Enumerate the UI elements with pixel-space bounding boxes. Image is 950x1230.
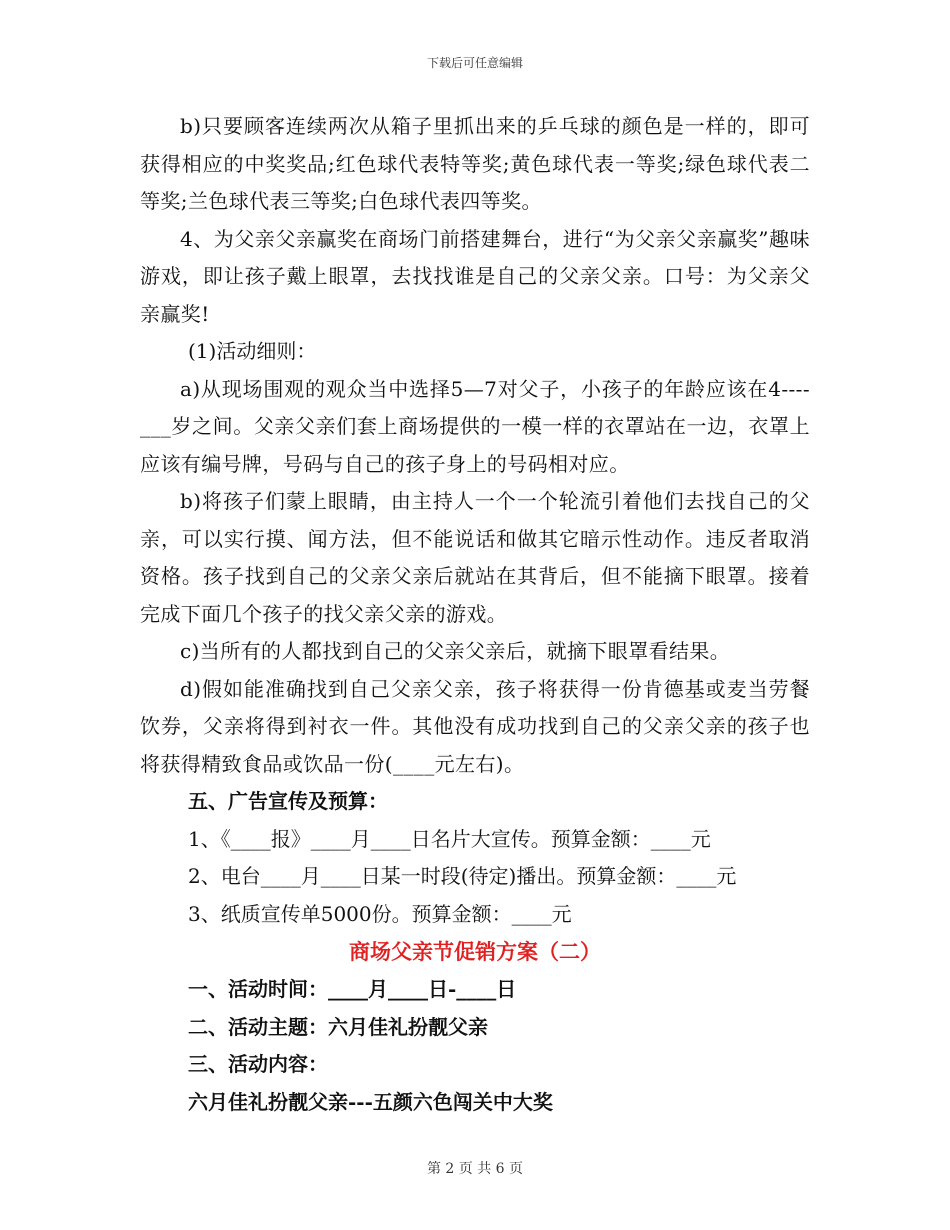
paragraph-prize-rules: b)只要顾客连续两次从箱子里抓出来的乒乓球的颜色是一样的，即可获得相应的中奖奖品;红色球代表特等奖;黄色球代表一等奖;绿色球代表二等奖;兰色球代表三等奖;白色球代表四等奖。 <box>140 114 810 213</box>
budget-item-radio: 2、电台____月____日某一时段(待定)播出。预算金额：____元 <box>188 864 737 888</box>
paragraph-rule-c: c)当所有的人都找到自己的父亲父亲后，就摘下眼罩看结果。 <box>180 639 731 663</box>
page-footer: 第 2 页 共 6 页 <box>426 1161 524 1177</box>
content-title: 六月佳礼扮靓父亲---五颜六色闯关中大奖 <box>188 1089 553 1114</box>
section-heading-advertising: 五、广告宣传及预算： <box>188 789 388 813</box>
document-body <box>140 108 810 1121</box>
budget-item-flyers: 3、纸质宣传单5000份。预算金额：____元 <box>188 901 572 926</box>
section-heading-time: 一、活动时间：____月____日-____日 <box>188 977 517 1001</box>
page-header: 下载后可任意编辑 <box>426 56 523 70</box>
paragraph-game-intro: 4、为父亲父亲赢奖在商场门前搭建舞台，进行“为父亲父亲赢奖”趣味游戏，即让孩子戴上眼罩，去找找谁是自己的父亲父亲。口号：为父亲父亲赢奖! <box>140 226 810 326</box>
plan-title: 商场父亲节促销方案（二） <box>349 940 601 964</box>
section-heading-theme: 二、活动主题：六月佳礼扮靓父亲 <box>188 1014 488 1039</box>
section-heading-content: 三、活动内容： <box>188 1052 328 1076</box>
subheading-activity-rules: (1)活动细则： <box>188 339 317 363</box>
budget-item-newspaper: 1、《____报》____月____日名片大宣传。预算金额：____元 <box>188 826 711 851</box>
paragraph-rule-d: d)假如能准确找到自己父亲父亲，孩子将获得一份肯德基或麦当劳餐饮券，父亲将得到衬衣一件。其他没有成功找到自己的父亲父亲的孩子也将获得精致食品或饮品一份(____元左右)。 <box>140 676 810 776</box>
paragraph-rule-b: b)将孩子们蒙上眼睛，由主持人一个一个轮流引着他们去找自己的父亲，可以实行摸、闻方法，但不能说话和做其它暗示性动作。违反者取消资格。孩子找到自己的父亲父亲后就站在其背后，但不能摘下眼罩。接着完成下面几个孩子的找父亲父亲的游戏。 <box>140 489 810 626</box>
paragraph-rule-a: a)从现场围观的观众当中选择5—7对父子，小孩子的年龄应该在4----___岁之间。父亲父亲们套上商场提供的一模一样的衣罩站在一边，衣罩上应该有编号牌，号码与自己的孩子身上的号码相对应。 <box>140 376 810 476</box>
